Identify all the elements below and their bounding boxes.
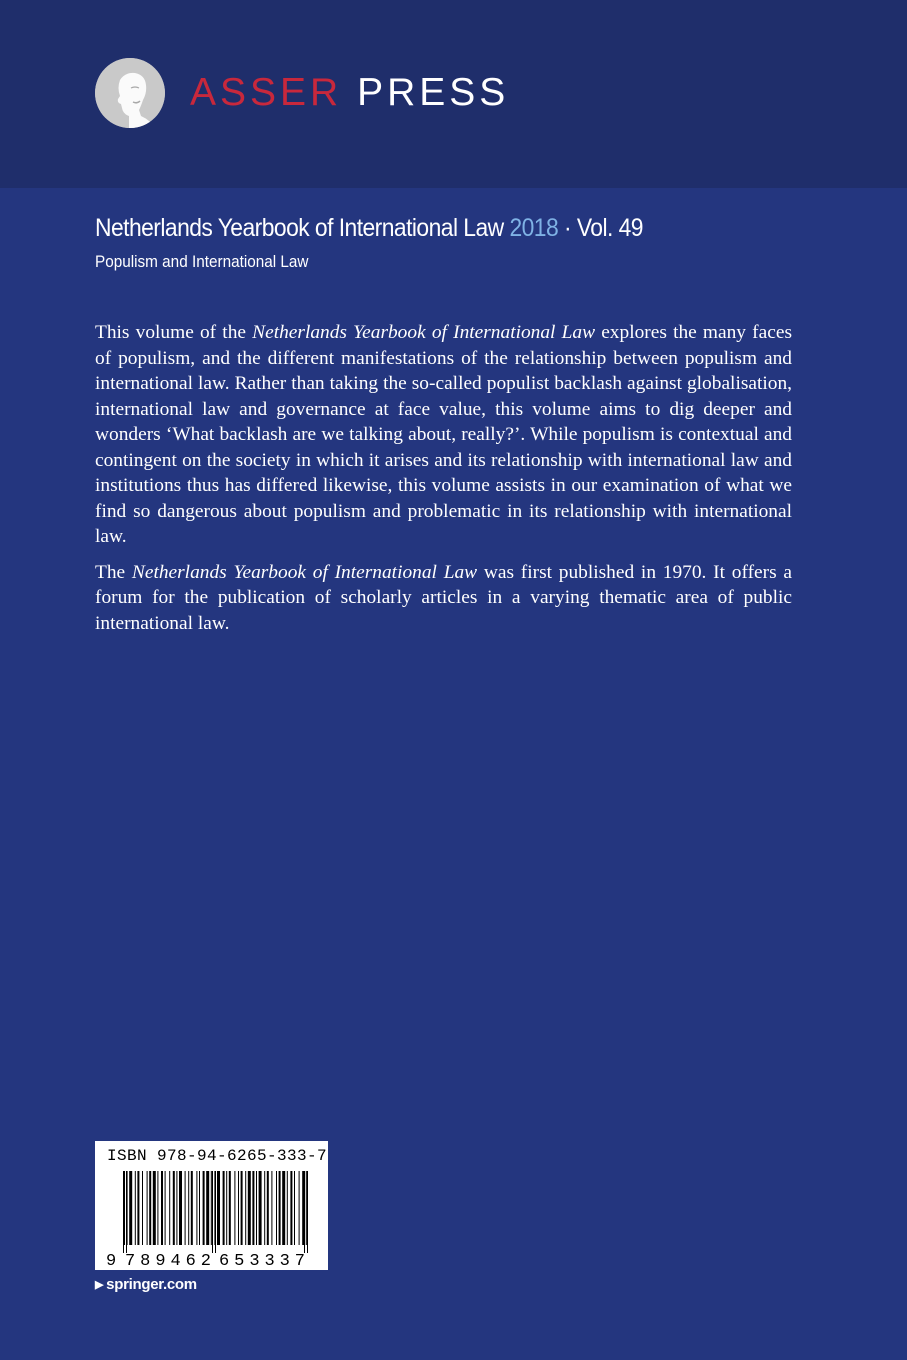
barcode-bar [248,1171,251,1245]
barcode-bar [203,1171,205,1245]
barcode-bar [290,1171,292,1245]
barcode-bar [196,1171,197,1245]
barcode-digits-left: 789462 [125,1252,211,1270]
barcode-bar [299,1171,300,1245]
p1-text-start: This volume of the [95,322,253,343]
title-separator: · [563,214,572,242]
barcode-bar [173,1171,175,1245]
barcode-bar [287,1171,288,1245]
barcode-bar [234,1171,235,1245]
barcode-bar [306,1171,307,1245]
barcode-bar [153,1171,156,1245]
p2-italic-title: Netherlands Yearbook of International Law [131,561,478,583]
barcode-bar [267,1171,269,1245]
publisher-word-asser: ASSER [190,71,343,114]
barcode-bar [241,1171,243,1245]
barcode-bar [165,1171,166,1245]
barcode-bar [137,1171,139,1245]
barcode-bar [294,1171,295,1245]
barcode-bar [279,1171,281,1245]
barcode-guard-bar [212,1171,213,1253]
barcode-bar [135,1171,136,1245]
barcode-bar [188,1171,189,1245]
barcode-bar [256,1171,257,1245]
book-subtitle: Populism and International Law [95,252,309,271]
volume-number: Vol. 49 [576,214,643,242]
barcode-bar [169,1171,170,1245]
p2-text-start: The [95,561,132,583]
barcode-bar [226,1171,227,1245]
barcode-bar [157,1171,158,1245]
barcode-guard-bar [215,1171,216,1253]
p1-text-end: explores the many faces of populism, and the different manifestations of the relationship between populism and international law. Rather than taking the so-called populist backlash against globalisation, international law and governance at face value, this volume aims to dig deeper and wonders ‘What backlash are we talking about, really?’. While populism is contextual and contingent on the society in which it arises and its relationship with international law and institutions thus has differed likewise, this volume assists in our examination of what we find so dangerous about populism and problematic in its relationship with international law. [95,322,792,547]
barcode-bar [149,1171,151,1245]
barcode-graphic [95,1141,328,1270]
barcode-bar [223,1171,225,1245]
portrait-medallion-icon [95,58,165,128]
barcode-bar [147,1171,148,1245]
barcode-bar [206,1171,209,1245]
portrait-silhouette [95,58,165,128]
publisher-website[interactable] [95,1274,197,1296]
barcode-bar [259,1171,262,1245]
barcode-bar [185,1171,186,1245]
barcode-bars [123,1171,308,1253]
barcode-bar [211,1171,212,1245]
description-paragraph-2 [95,560,792,637]
p1-italic-title: Netherlands Yearbook of International Law [252,322,596,343]
description-paragraph-1 [95,320,792,550]
barcode-bar [229,1171,231,1245]
barcode-bar [282,1171,285,1245]
book-title [95,210,643,246]
barcode-bar [302,1171,304,1245]
barcode-bar [129,1171,132,1245]
barcode-digit-lead: 9 [106,1252,117,1270]
barcode-bar [238,1171,239,1245]
barcode-bar [161,1171,163,1245]
barcode-bar [191,1171,193,1245]
barcode-guard-bar [126,1171,127,1253]
barcode-bar [199,1171,200,1245]
barcode-bar [264,1171,265,1245]
publisher-name [190,70,509,116]
isbn-label: ISBN 978-94-6265-333-7 [107,1147,328,1165]
barcode-bar [245,1171,246,1245]
barcode-guard-bar [304,1171,305,1253]
barcode-digits-right: 653337 [219,1252,305,1270]
barcode-bar [217,1171,220,1245]
isbn-barcode [95,1141,328,1270]
p2-text-end: was first published in 1970. It offers a forum for the publication of scholarly articles in a varying thematic area of public international law. [95,561,792,634]
barcode-bar [252,1171,254,1245]
book-description [95,320,792,646]
barcode-bar [179,1171,182,1245]
barcode-bar [142,1171,143,1245]
series-year: 2018 [509,214,559,242]
barcode-guard-bar [123,1171,124,1253]
barcode-bar [176,1171,177,1245]
header-band [0,0,907,188]
publisher-word-press: PRESS [357,71,510,114]
series-title: Netherlands Yearbook of International Law [95,214,504,242]
arrow-right-icon: ▶ [95,1279,104,1291]
barcode-bar [271,1171,272,1245]
barcode-guard-bar [307,1171,308,1253]
website-label: springer.com [106,1276,197,1293]
barcode-bar [276,1171,277,1245]
